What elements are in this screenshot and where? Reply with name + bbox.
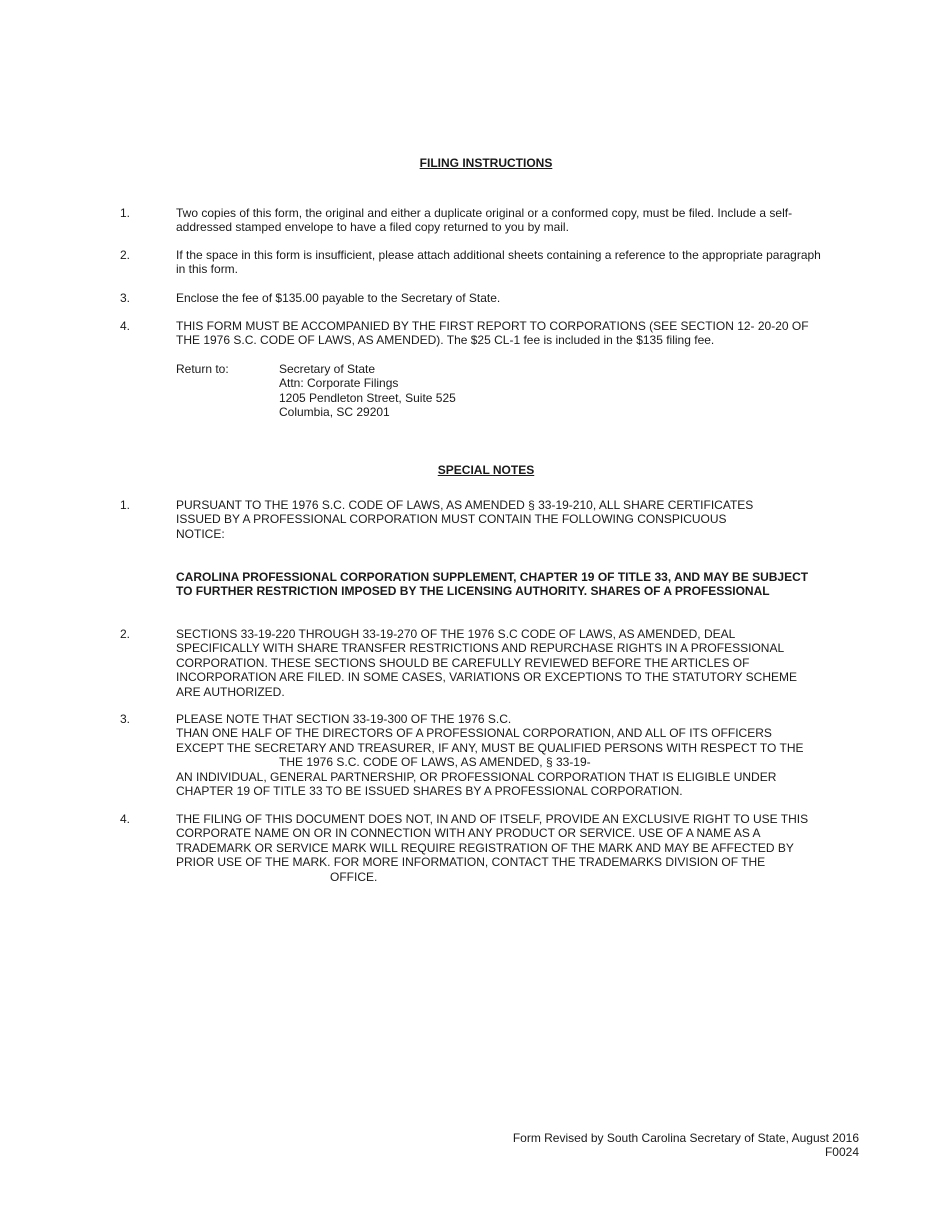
- item-text-line: CORPORATION. THESE SECTIONS SHOULD BE CAREFULLY REVIEWED BEFORE THE ARTICLES OF: [176, 655, 750, 670]
- item-text-line: SPECIFICALLY WITH SHARE TRANSFER RESTRICTIONS AND REPURCHASE RIGHTS IN A PROFESSIONAL: [176, 641, 785, 656]
- item-text-line: ISSUED BY A PROFESSIONAL CORPORATION MUST CONTAIN THE FOLLOWING CONSPICUOUS: [176, 512, 727, 527]
- item-number: 1.: [120, 206, 131, 220]
- item-text-line: AN INDIVIDUAL, GENERAL PARTNERSHIP, OR PROFESSIONAL CORPORATION THAT IS ELIGIBLE UNDER: [176, 769, 777, 784]
- address-line: Attn: Corporate Filings: [279, 376, 399, 391]
- item-text-line: addressed stamped envelope to have a filed copy returned to you by mail.: [176, 220, 569, 235]
- conspicuous-notice: [176, 570, 856, 599]
- revision-note: Form Revised by South Carolina Secretary of State, August 2016: [512, 1131, 859, 1145]
- item-number: 3.: [120, 712, 131, 726]
- item-number: 1.: [120, 498, 131, 512]
- item-number: 2.: [120, 627, 131, 641]
- item-text-line: CHAPTER 19 OF TITLE 33 TO BE ISSUED SHARES BY A PROFESSIONAL CORPORATION.: [176, 784, 683, 799]
- item-text-line: THAN ONE HALF OF THE DIRECTORS OF A PROFESSIONAL CORPORATION, AND ALL OF ITS OFFICERS: [176, 726, 772, 741]
- item-text-line: THIS FORM MUST BE ACCOMPANIED BY THE FIRST REPORT TO CORPORATIONS (SEE SECTION 12- 20-20 OF: [176, 319, 809, 333]
- item-text-line: PURSUANT TO THE 1976 S.C. CODE OF LAWS, AS AMENDED § 33-19-210, ALL SHARE CERTIFICATES: [176, 498, 754, 512]
- item-text-line: INCORPORATION ARE FILED. IN SOME CASES, VARIATIONS OR EXCEPTIONS TO THE STATUTORY SCHEME: [176, 670, 797, 685]
- address-line: Secretary of State: [279, 362, 376, 376]
- item-text-line: NOTICE:: [176, 526, 225, 541]
- item-text-line: SECTIONS 33-19-220 THROUGH 33-19-270 OF THE 1976 S.C CODE OF LAWS, AS AMENDED, DEAL: [176, 627, 736, 641]
- return-address: [279, 362, 456, 420]
- return-to-label: Return to:: [176, 362, 229, 376]
- item-number: 4.: [120, 319, 131, 333]
- item-text-line: OFFICE.: [330, 869, 378, 884]
- item-number: 3.: [120, 291, 131, 305]
- item-text-line: CORPORATE NAME ON OR IN CONNECTION WITH ANY PRODUCT OR SERVICE. USE OF A NAME AS A: [176, 826, 761, 841]
- notice-line: CAROLINA PROFESSIONAL CORPORATION SUPPLEMENT, CHAPTER 19 OF TITLE 33, AND MAY BE SUBJECT: [176, 570, 809, 584]
- item-text-line: THE 1976 S.C. CODE OF LAWS, AS AMENDED). The $25 CL-1 fee is included in the $135 filing fee.: [176, 333, 715, 348]
- item-text-line: Enclose the fee of $135.00 payable to the Secretary of State.: [176, 291, 501, 305]
- item-text-line: PLEASE NOTE THAT SECTION 33-19-300 OF THE 1976 S.C.: [176, 712, 512, 726]
- address-line: Columbia, SC 29201: [279, 405, 390, 420]
- notice-line: TO FURTHER RESTRICTION IMPOSED BY THE LICENSING AUTHORITY. SHARES OF A PROFESSIONAL: [176, 584, 770, 599]
- filing-instructions-title: FILING INSTRUCTIONS: [419, 156, 553, 170]
- address-line: 1205 Pendleton Street, Suite 525: [279, 390, 456, 405]
- item-text-line: THE 1976 S.C. CODE OF LAWS, AS AMENDED, § 33-19-: [279, 755, 591, 770]
- item-text-line: EXCEPT THE SECRETARY AND TREASURER, IF ANY, MUST BE QUALIFIED PERSONS WITH RESPECT TO THE: [176, 740, 804, 755]
- form-id: F0024: [824, 1145, 859, 1160]
- item-text-line: Two copies of this form, the original and either a duplicate original or a conformed copy, must be filed. Include a self-: [176, 206, 793, 220]
- item-text-line: PRIOR USE OF THE MARK. FOR MORE INFORMATION, CONTACT THE TRADEMARKS DIVISION OF THE: [176, 855, 766, 870]
- form-footer: [513, 1131, 859, 1160]
- item-text-line: If the space in this form is insufficient, please attach additional sheets containing a reference to the appropriate paragraph: [176, 248, 821, 262]
- item-number: 4.: [120, 812, 131, 826]
- item-number: 2.: [120, 248, 131, 262]
- item-text-line: TRADEMARK OR SERVICE MARK WILL REQUIRE REGISTRATION OF THE MARK AND MAY BE AFFECTED BY: [176, 840, 794, 855]
- special-notes-title: SPECIAL NOTES: [437, 463, 535, 477]
- item-text-line: in this form.: [176, 262, 239, 277]
- item-text-line: THE FILING OF THIS DOCUMENT DOES NOT, IN AND OF ITSELF, PROVIDE AN EXCLUSIVE RIGHT TO USE THIS: [176, 812, 809, 826]
- item-text-line: ARE AUTHORIZED.: [176, 684, 285, 699]
